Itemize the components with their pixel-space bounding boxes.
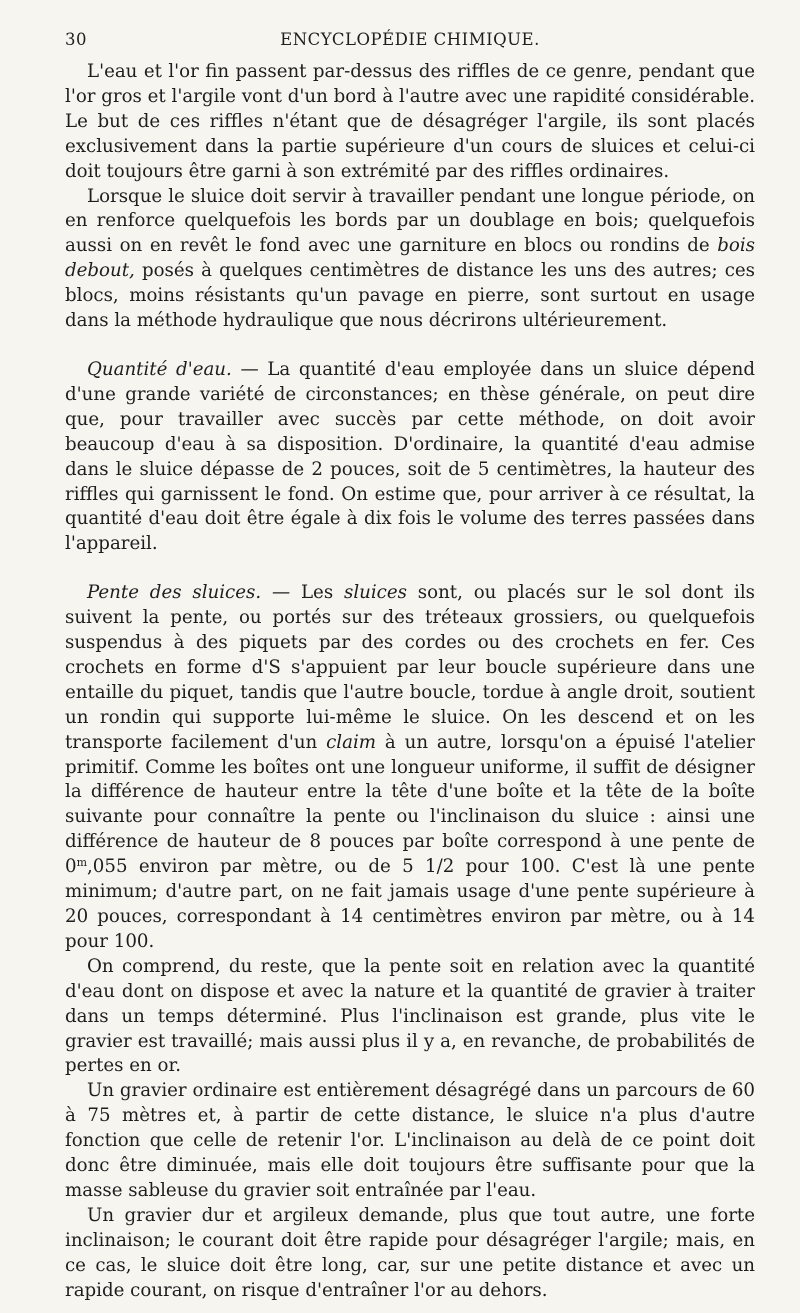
section-quantite-eau [65, 358, 755, 557]
page-body [65, 60, 755, 1304]
italic-term: bois debout, [65, 235, 755, 282]
running-header [65, 30, 755, 56]
paragraph-riffles: L'eau et l'or fin passent par-dessus des riffles de ce genre, pendant que l'or gros et l'argile vont d'un bord à l'autre avec une rapidité considérable. Le but de ces riffles n'étant que de désagréger l'argile, ils sont placés exclusivement dans la partie supérieure d'un cours de sluices et celui-ci doit toujours être garni à son extrémité par des riffles ordinaires. [65, 61, 755, 182]
text-span: — Les [261, 582, 344, 604]
text-span: ,055 environ par mètre, ou de 5 1/2 pour 100. C'est là une pente minimum; d'autre part, on ne fait jamais usage d'une pente supérieure à 20 pouces, correspondant à 14 centimètres environ par mètre, ou à 14 pour 100. [65, 856, 755, 952]
italic-term: sluices [344, 582, 407, 604]
page-number: 30 [65, 30, 87, 49]
superscript-unit: m [76, 856, 88, 870]
running-title: ENCYCLOPÉDIE CHIMIQUE. [280, 30, 540, 49]
section-pente-sluices [65, 581, 755, 955]
text-span: Lorsque le sluice doit servir à travailler pendant une longue période, on en renforce quelquefois les bords par un doublage en bois; quelquefois aussi on en revêt le fond avec une garniture en blocs ou rondins de [65, 185, 755, 257]
text-span: posés à quelques centimètres de distance les uns des autres; ces blocs, moins résistants qu'un pavage en pierre, sont surtout en usage dans la méthode hydraulique que nous décrirons ultérieurement. [65, 260, 755, 332]
section-title: Pente des sluices. [87, 582, 262, 604]
italic-term: claim [326, 731, 377, 753]
section-title: Quantité d'eau. [87, 358, 232, 380]
paragraph-lining [65, 185, 755, 334]
paragraph-gravier-ordinaire: Un gravier ordinaire est entièrement désagrégé dans un parcours de 60 à 75 mètres et, à partir de cette distance, le sluice n'a plus d'autre fonction que celle de retenir l'or. L'inclinaison au delà de ce point doit donc être diminuée, mais elle doit toujours être suffisante pour que la masse sableuse du gravier soit entraînée par l'eau. [65, 1080, 755, 1201]
text-span: sont, ou placés sur le sol dont ils suivent la pente, ou portés sur des tréteaux grossiers, ou quelquefois suspendus à des piquets par des cordes ou des crochets en fer. Ces crochets en forme d'S s'appuient par leur boucle supérieure dans une entaille du piquet, tandis que l'autre boucle, tordue à angle droit, soutient un rondin qui supporte lui-même le sluice. On les descend et on les transporte facilement d'un [65, 582, 755, 753]
paragraph-gravier-dur: Un gravier dur et argileux demande, plus que tout autre, une forte inclinaison; le courant doit être rapide pour désagréger l'argile; mais, en ce cas, le sluice doit être long, car, sur une petite distance et avec un rapide courant, on risque d'entraîner l'or au dehors. [65, 1204, 755, 1301]
section-text: — La quantité d'eau employée dans un sluice dépend d'une grande variété de circonstances; en thèse générale, on peut dire que, pour travailler avec succès par cette méthode, on doit avoir beaucoup d'eau à sa disposition. D'ordinaire, la quantité d'eau admise dans le sluice dépasse de 2 pouces, soit de 5 centimètres, la hauteur des riffles qui garnissent le fond. On estime que, pour arriver à ce résultat, la quantité d'eau doit être égale à dix fois le volume des terres passées dans l'appareil. [65, 358, 755, 555]
paragraph-pente-relation: On comprend, du reste, que la pente soit en relation avec la quantité d'eau dont on dispose et avec la nature et la quantité de gravier à traiter dans un temps déterminé. Plus l'inclinaison est grande, plus vite le gravier est travaillé; mais aussi plus il y a, en revanche, de probabilités de pertes en or. [65, 955, 755, 1077]
text-span: à un autre, lorsqu'on a épuisé l'atelier primitif. Comme les boîtes ont une longueur uniforme, il suffit de désigner la différence de hauteur entre la tête d'une boîte et la tête de la boîte suivante pour connaître la pente ou l'inclinaison du sluice : ainsi une différence de hauteur de 8 pouces par boîte correspond à une pente de 0 [65, 731, 756, 878]
